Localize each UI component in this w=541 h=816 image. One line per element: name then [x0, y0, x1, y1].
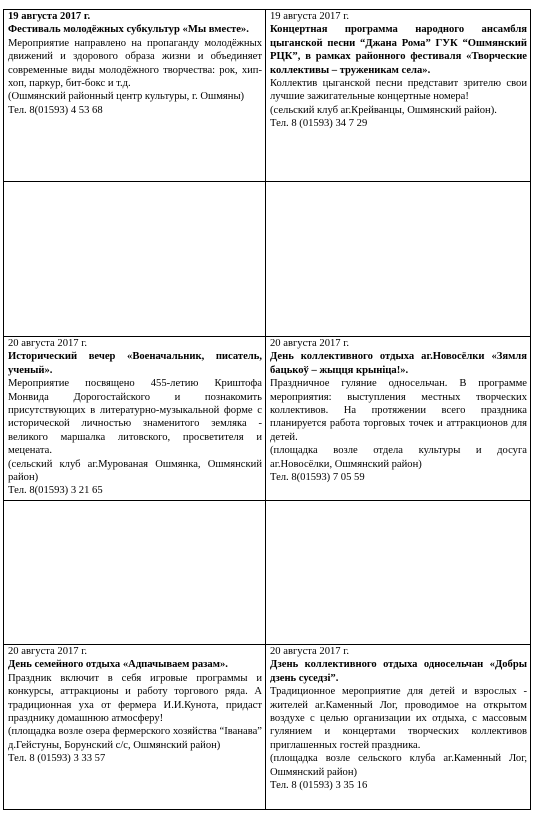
event-cell-novoselki: [266, 337, 531, 501]
event-title: Дзень коллективного отдыха односельчан «Добры дзень суседзі”.: [270, 659, 527, 684]
event-place: (площадка возле отдела культуры и досуга аг.Новосёлки, Ошмянский район): [270, 445, 527, 470]
events-table: [3, 9, 531, 810]
event-phone: Тел. 8 (01593) 3 35 16: [270, 780, 368, 792]
events-row: [4, 337, 531, 501]
event-place: (площадка возле озера фермерского хозяйства “Іванава” д.Гейстуны, Борунский с/с, Ошмянский район): [8, 726, 262, 751]
event-date: 20 августа 2017 г.: [270, 646, 350, 657]
events-row: [4, 645, 531, 810]
photo-cell: [266, 501, 531, 645]
photo-cell: [4, 501, 266, 645]
event-description: Мероприятие посвящено 455-летию Криштофа Монвида Дорогостайского и познакомить присутствующих в литературно-музыкальной форме с исторической личностью знаменитого земляка - великого маршалка литовского, просветителя и мецената.: [8, 378, 262, 457]
event-place: (площадка возле сельского клуба аг.Каменный Лог, Ошмянский район): [270, 753, 527, 778]
events-row: [4, 10, 531, 182]
event-description: Мероприятие направлено на пропаганду молодёжных движений и здорового образа жизни и объединяет современные виды молодёжного творчества: рок, хип-хоп, паркур, бит-бокс и т.д.: [8, 37, 262, 90]
photo-cell: [4, 182, 266, 337]
event-date: 19 августа 2017 г.: [270, 11, 350, 22]
event-place: (Ошмянский районный центр культуры, г. Ошмяны): [8, 91, 245, 103]
event-description: Коллектив цыганской песни представит зрителю свои лучшие зажигательные концертные номера!: [270, 78, 527, 103]
event-date: 19 августа 2017 г.: [8, 11, 91, 22]
event-date: 20 августа 2017 г.: [8, 338, 88, 349]
event-description: Праздничное гуляние односельчан. В программе мероприятия: выступления местных творческих коллективов. На протяжении всего праздника планируется работа торговых точек и аттракционов для детей.: [270, 378, 527, 443]
event-date: 20 августа 2017 г.: [270, 338, 350, 349]
event-place: (сельский клуб аг.Крейванцы, Ошмянский район).: [270, 104, 497, 116]
event-phone: Тел. 8(01593) 4 53 68: [8, 104, 103, 116]
event-phone: Тел. 8(01593) 7 05 59: [270, 472, 365, 484]
event-cell-gypsy-ensemble: [266, 10, 531, 182]
photo-cell: [266, 182, 531, 337]
event-cell-youth-subcultures: [4, 10, 266, 182]
photos-row: [4, 182, 531, 337]
event-phone: Тел. 8 (01593) 34 7 29: [270, 118, 368, 130]
event-date: 20 августа 2017 г.: [8, 646, 88, 657]
event-title: Фестиваль молодёжных субкультур «Мы вместе».: [8, 24, 249, 36]
event-description: Праздник включит в себя игровые программы и конкурсы, аттракционы и работу торгового ряда. А традиционная уха от фермера И.И.Кунота, придаст празднику домашнюю атмосферу!: [8, 672, 262, 725]
event-title: Концертная программа народного ансамбля цыганской песни “Джана Рома” ГУК “Ошмянский РЦК”, в рамках районного фестиваля «Творческие коллективы – труженикам села».: [270, 24, 527, 76]
event-cell-historical-evening: [4, 337, 266, 501]
event-description: Традиционное мероприятие для детей и взрослых - жителей аг.Каменный Лог, проводимое на открытом воздухе с целью организации их отдыха, с массовым гулянием и концертами творческих коллективов приглашенных гостей праздника.: [270, 686, 527, 751]
event-phone: Тел. 8 (01593) 3 33 57: [8, 753, 106, 765]
event-title: День коллективного отдыха аг.Новосёлки «Зямля бацькоў – жыцця крыніца!».: [270, 351, 527, 376]
event-phone: Тел. 8(01593) 3 21 65: [8, 485, 103, 497]
event-title: Исторический вечер «Военачальник, писатель, ученый».: [8, 351, 262, 376]
event-place: (сельский клуб аг.Мурованая Ошмянка, Ошмянский район): [8, 458, 262, 484]
photos-row: [4, 501, 531, 645]
event-cell-kamenny-log: [266, 645, 531, 810]
event-cell-family-rest: [4, 645, 266, 810]
event-title: День семейного отдыха «Адпачываем разам».: [8, 659, 228, 671]
